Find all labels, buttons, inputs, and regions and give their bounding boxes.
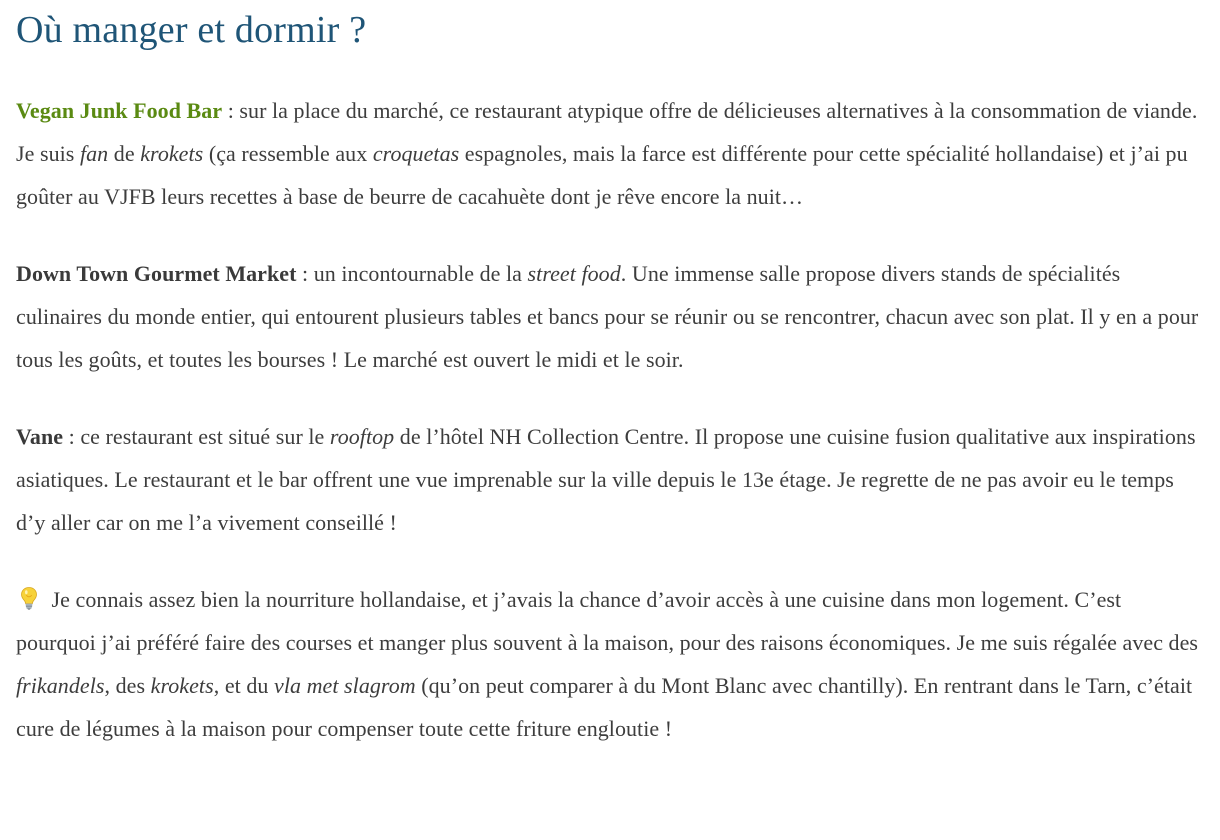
- venue-name-vane: Vane: [16, 424, 64, 449]
- paragraph-text: , et du: [213, 673, 274, 698]
- paragraph-text: espagnoles, mais la farce est différente pour cette spécialité hollandaise) et j’ai pu goûter au VJFB leurs recettes à base de beurre de cacahuète dont je rêve encore la nuit…: [16, 141, 1188, 209]
- paragraph-down-town-gourmet-market: [16, 252, 1204, 381]
- emphasis-text: krokets: [150, 673, 214, 698]
- light-bulb-icon: [20, 586, 38, 610]
- emphasis-text: fan: [79, 141, 109, 166]
- paragraph-text: Je connais assez bien la nourriture hollandaise, et j’avais la chance d’avoir accès à une cuisine dans mon logement. C’est pourquoi j’ai préféré faire des courses et manger plus souvent à la maison, pour des raisons économiques. Je me suis régalée avec des: [16, 587, 1199, 655]
- emphasis-text: krokets: [140, 141, 204, 166]
- emphasis-text: street food: [527, 261, 621, 286]
- vegan-junk-food-bar-link[interactable]: Vegan Junk Food Bar: [16, 98, 223, 123]
- paragraph-text: (qu’on peut comparer à du Mont Blanc avec chantilly). En rentrant dans le Tarn, c’était cure de légumes à la maison pour compenser toute cette friture engloutie !: [16, 673, 1193, 741]
- paragraph-text: : un incontournable de la: [296, 261, 528, 286]
- paragraph-vane: [16, 415, 1204, 544]
- emphasis-text: vla met slagrom: [274, 673, 416, 698]
- emphasis-text: rooftop: [329, 424, 395, 449]
- section-title: Où manger et dormir ?: [16, 9, 367, 51]
- paragraph-text: . Une immense salle propose divers stands de spécialités culinaires du monde entier, qui entourent plusieurs tables et bancs pour se réunir ou se rencontrer, chacun avec son plat. Il y en a pour tous les goûts, et toutes les bourses ! Le marché est ouvert le midi et le soir.: [16, 261, 1199, 372]
- emphasis-text: croquetas: [372, 141, 460, 166]
- paragraph-text: , des: [104, 673, 151, 698]
- paragraph-text: : sur la place du marché, ce restaurant atypique offre de délicieuses alternatives à la consommation de viande. Je suis: [16, 98, 1198, 166]
- paragraph-text: : ce restaurant est situé sur le: [63, 424, 330, 449]
- emphasis-text: frikandels: [16, 673, 105, 698]
- paragraph-text: de l’hôtel NH Collection Centre. Il propose une cuisine fusion qualitative aux inspirations asiatiques. Le restaurant et le bar offrent une vue imprenable sur la ville depuis le 13e étage. Je regrette de ne pas avoir eu le temps d’y aller car on me l’a vivement conseillé !: [16, 424, 1196, 535]
- paragraph-text: (ça ressemble aux: [203, 141, 373, 166]
- paragraph-text: de: [108, 141, 141, 166]
- paragraph-vegan-junk-food-bar: [16, 89, 1204, 218]
- paragraph-tip: [16, 578, 1204, 750]
- venue-name-down-town-gourmet-market: Down Town Gourmet Market: [16, 261, 297, 286]
